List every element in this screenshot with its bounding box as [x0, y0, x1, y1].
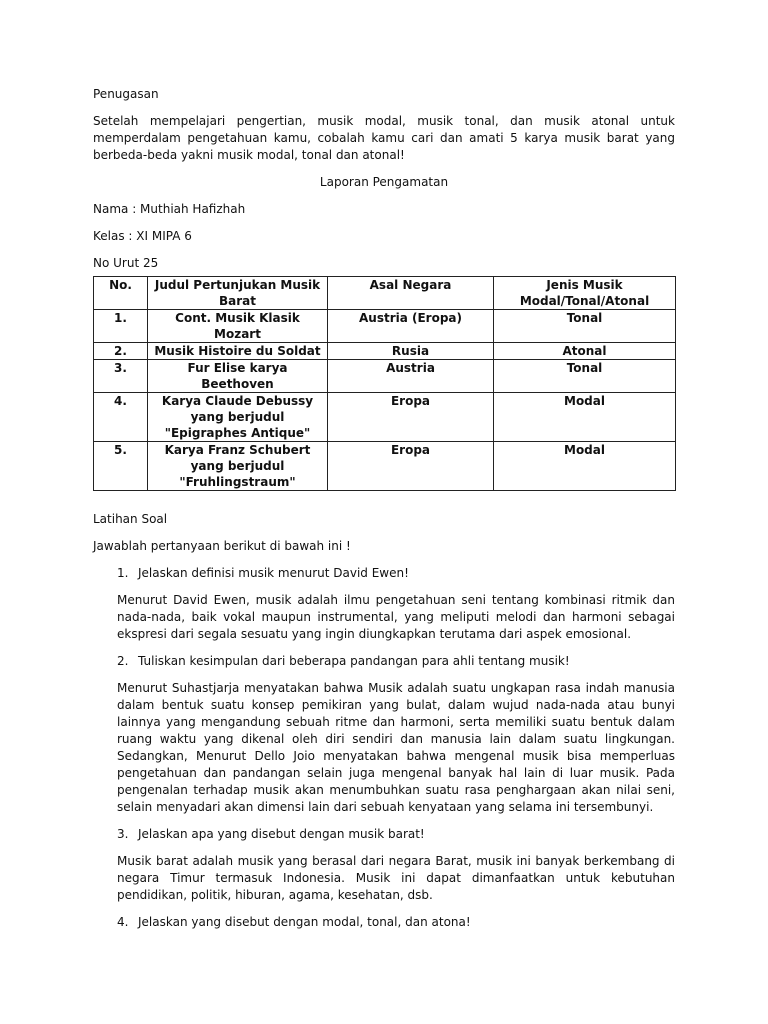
question-item — [93, 653, 675, 670]
table-row — [94, 360, 676, 393]
table-row — [94, 442, 676, 491]
document-page — [93, 86, 675, 941]
header-genre: Jenis Musik Modal/Tonal/Atonal — [494, 277, 676, 310]
cell-title: Karya Franz Schubert yang berjudul "Fruhlingstraum" — [148, 442, 328, 491]
cell-title: Cont. Musik Klasik Mozart — [148, 310, 328, 343]
cell-genre: Tonal — [494, 310, 676, 343]
header-title: Judul Pertunjukan Musik Barat — [148, 277, 328, 310]
cell-no: 1. — [94, 310, 148, 343]
cell-genre: Tonal — [494, 360, 676, 393]
cell-title: Karya Claude Debussy yang berjudul "Epigraphes Antique" — [148, 393, 328, 442]
question-item — [93, 826, 675, 843]
exercise-instruction: Jawablah pertanyaan berikut di bawah ini ! — [93, 539, 351, 553]
header-no: No. — [94, 277, 148, 310]
answer-paragraph: Musik barat adalah musik yang berasal dari negara Barat, musik ini banyak berkembang di negara Timur termasuk Indonesia. Musik ini dapat dimanfaatkan untuk kebutuhan pendidikan, politik, hiburan, agama, kesehatan, dsb. — [117, 854, 675, 902]
question-number: 4. — [117, 915, 129, 929]
table-row — [94, 343, 676, 360]
table-row — [94, 393, 676, 442]
observation-table — [93, 276, 676, 491]
answer-paragraph: Menurut Suhastjarja menyatakan bahwa Musik adalah suatu ungkapan rasa indah manusia dalam bentuk suatu konsep pemikiran yang bulat, dalam wujud nada-nada atau bunyi lainnya yang mengandung sebuah ritme dan harmoni, serta memiliki suatu bentuk dalam ruang waktu yang dikenal oleh diri sendiri dan manusia lain dalam suatu lingkungan. Sedangkan, Menurut Dello Joio menyatakan bahwa mengenal musik bisa memperluas pengetahuan dan pandangan selain juga mengenal banyak hal lain di luar musik. Pada pengenalan terhadap musik akan menumbuhkan suatu rasa penghargaan akan nilai seni, selain menyadari akan dimensi lain dari sebuah kenyataan yang selama ini tersembunyi. — [117, 681, 675, 814]
cell-genre: Modal — [494, 393, 676, 442]
student-name: Nama : Muthiah Hafizhah — [93, 202, 246, 216]
question-text: Jelaskan yang disebut dengan modal, tonal, dan atona! — [138, 915, 471, 929]
cell-country: Eropa — [328, 442, 494, 491]
question-text: Jelaskan definisi musik menurut David Ewen! — [138, 566, 409, 580]
question-number: 3. — [117, 827, 129, 841]
cell-no: 4. — [94, 393, 148, 442]
intro-paragraph: Setelah mempelajari pengertian, musik modal, musik tonal, dan musik atonal untuk memperdalam pengetahuan kamu, cobalah kamu cari dan amati 5 karya musik barat yang berbeda-beda yakni musik modal, tonal dan atonal! — [93, 114, 675, 162]
question-number: 2. — [117, 654, 129, 668]
cell-country: Eropa — [328, 393, 494, 442]
assignment-heading: Penugasan — [93, 87, 159, 101]
cell-title: Musik Histoire du Soldat — [148, 343, 328, 360]
cell-genre: Modal — [494, 442, 676, 491]
cell-country: Rusia — [328, 343, 494, 360]
question-text: Tuliskan kesimpulan dari beberapa pandangan para ahli tentang musik! — [138, 654, 570, 668]
cell-no: 3. — [94, 360, 148, 393]
cell-no: 5. — [94, 442, 148, 491]
table-row — [94, 310, 676, 343]
question-item — [93, 914, 675, 931]
student-class: Kelas : XI MIPA 6 — [93, 229, 192, 243]
header-country: Asal Negara — [328, 277, 494, 310]
question-item — [93, 565, 675, 582]
cell-country: Austria (Eropa) — [328, 310, 494, 343]
cell-title: Fur Elise karya Beethoven — [148, 360, 328, 393]
answer-paragraph: Menurut David Ewen, musik adalah ilmu pengetahuan seni tentang kombinasi ritmik dan nada-nada, baik vokal maupun instrumental, yang meliputi melodi dan harmoni sebagai ekspresi dari segala sesuatu yang ingin diungkapkan terutama dari aspek emosional. — [117, 593, 675, 641]
student-number: No Urut 25 — [93, 256, 159, 270]
question-text: Jelaskan apa yang disebut dengan musik barat! — [138, 827, 425, 841]
cell-genre: Atonal — [494, 343, 676, 360]
cell-no: 2. — [94, 343, 148, 360]
table-header-row — [94, 277, 676, 310]
cell-country: Austria — [328, 360, 494, 393]
question-number: 1. — [117, 566, 129, 580]
report-title: Laporan Pengamatan — [319, 175, 449, 189]
exercise-title: Latihan Soal — [93, 512, 168, 526]
